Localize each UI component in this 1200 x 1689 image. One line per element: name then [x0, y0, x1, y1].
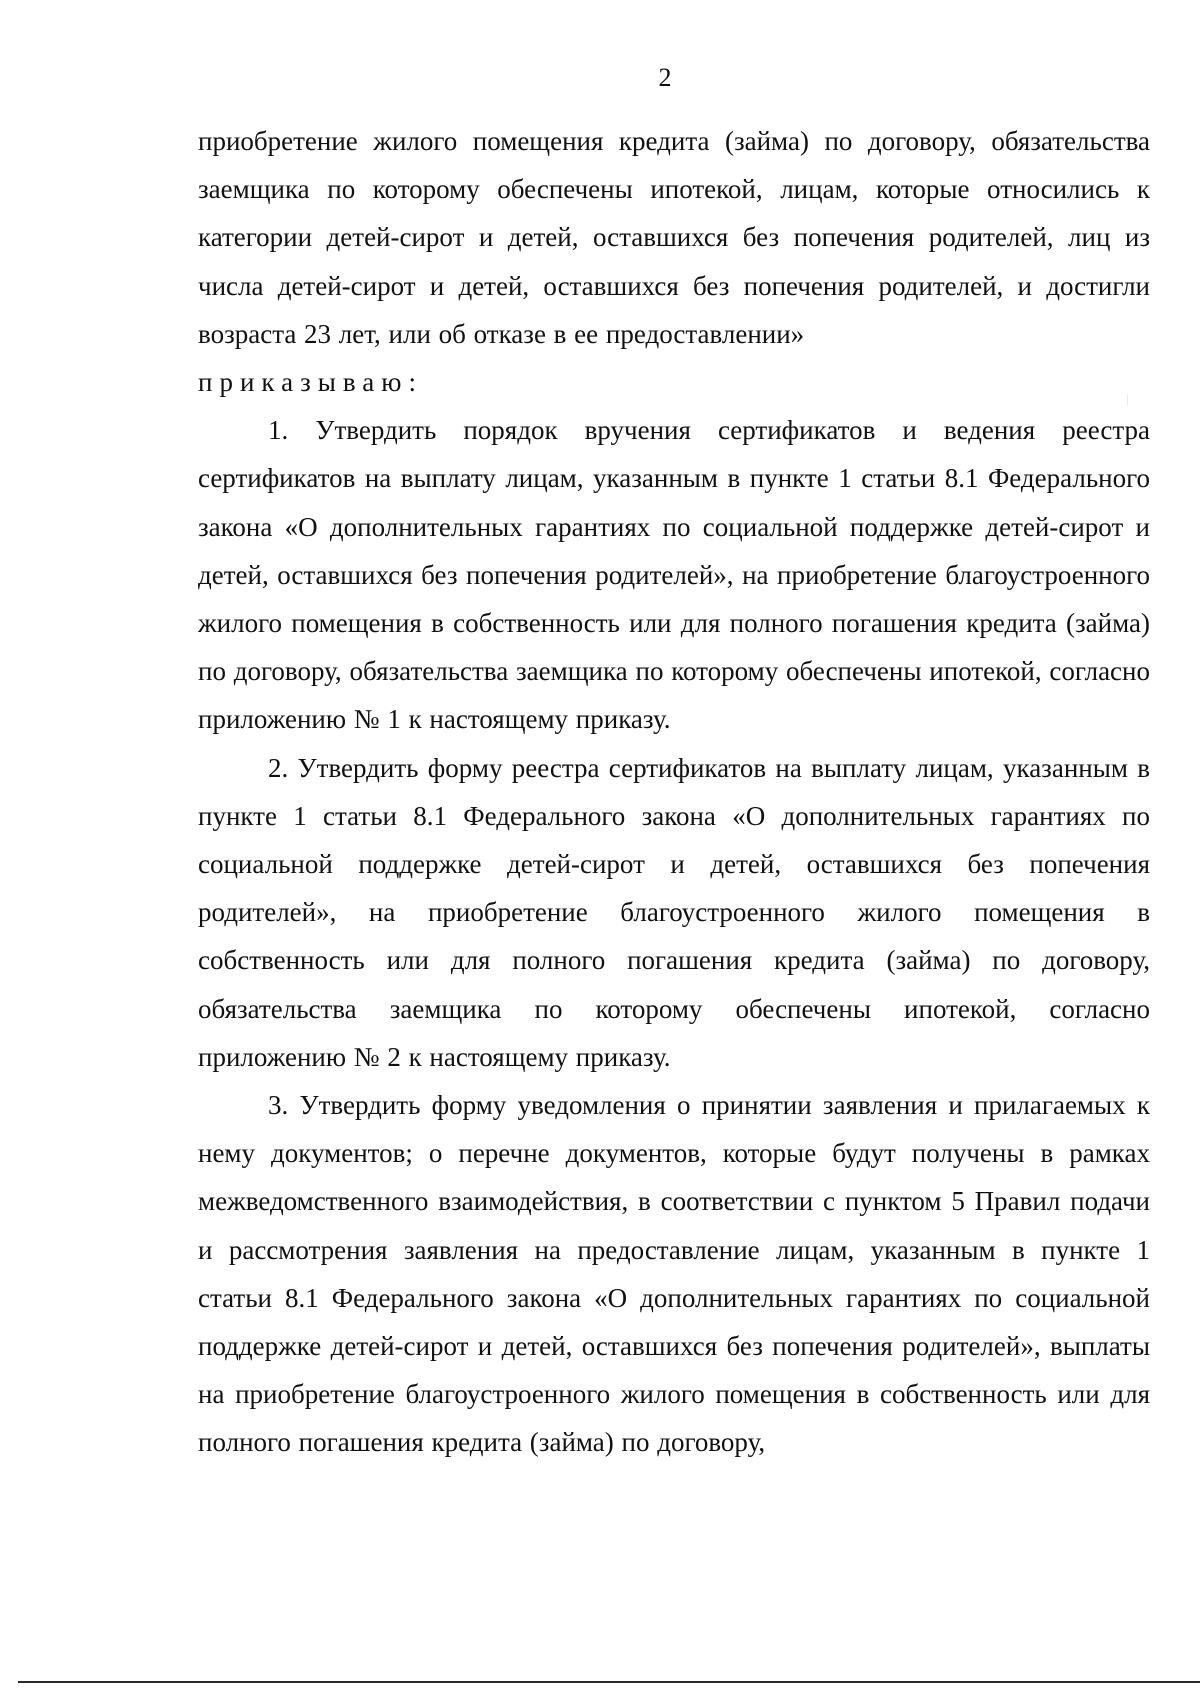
document-body: [198, 117, 1150, 1467]
directive-line: приказываю:: [198, 367, 423, 398]
bottom-scan-edge-line: [18, 1681, 1200, 1683]
margin-scan-mark: [1127, 395, 1128, 405]
order-item-1: 1. Утвердить порядок вручения сертификатов и ведения реестра сертификатов на выплату лицам, указанным в пункте 1 статьи 8.1 Федерального закона «О дополнительных гарантиях по социальной поддержке детей-сирот и детей, оставшихся без попечения родителей», на приобретение благоустроенного жилого помещения в собственность или для полного погашения кредита (займа) по договору, обязательства заемщика по которому обеспечены ипотекой, согласно приложению № 1 к настоящему приказу.: [198, 415, 1150, 735]
opening-paragraph: приобретение жилого помещения кредита (займа) по договору, обязательства заемщика по которому обеспечены ипотекой, лицам, которые относились к категории детей-сирот и детей, оставшихся без попечения родителей, лиц из числа детей-сирот и детей, оставшихся без попечения родителей, и достигли возраста 23 лет, или об отказе в ее предоставлении»: [198, 126, 1150, 349]
order-item-3: 3. Утвердить форму уведомления о принятии заявления и прилагаемых к нему документов; о перечне документов, которые будут получены в рамках межведомственного взаимодействия, в соответствии с пунктом 5 Правил подачи и рассмотрения заявления на предоставление лицам, указанным в пункте 1 статьи 8.1 Федерального закона «О дополнительных гарантиях по социальной поддержке детей-сирот и детей, оставшихся без попечения родителей», выплаты на приобретение благоустроенного жилого помещения в собственность или для полного погашения кредита (займа) по договору,: [198, 1090, 1150, 1458]
page-number: 2: [658, 63, 672, 92]
order-item-2: 2. Утвердить форму реестра сертификатов на выплату лицам, указанным в пункте 1 статьи 8.1 Федерального закона «О дополнительных гарантиях по социальной поддержке детей-сирот и детей, оставшихся без попечения родителей», на приобретение благоустроенного жилого помещения в собственность или для полного погашения кредита (займа) по договору, обязательства заемщика по которому обеспечены ипотекой, согласно приложению № 2 к настоящему приказу.: [198, 752, 1150, 1072]
